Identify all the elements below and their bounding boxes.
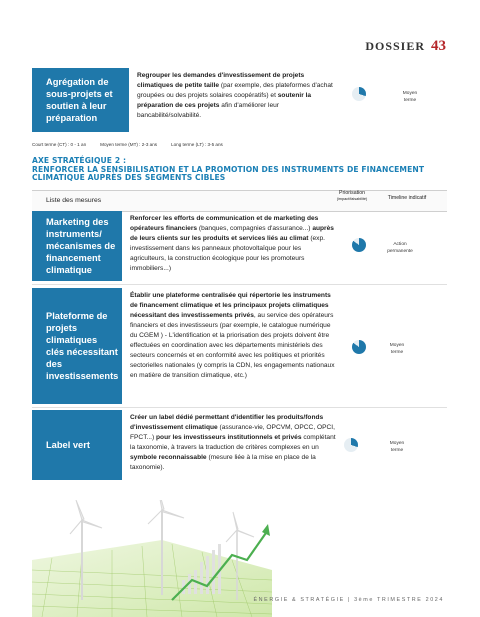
timeline-label: Action permanente — [387, 242, 413, 254]
table-header — [32, 190, 447, 212]
measure-label: Plateforme de projets climatiques clés nécessitant des investissements — [32, 288, 122, 404]
row-divider — [32, 407, 447, 408]
legend-long-term: Long terme (LT) : 3-5 ans — [171, 142, 223, 147]
measure-description: Établir une plateforme centralisée qui répertorie les instruments de financement climatique et les principaux projets climatiques nécessitant des investissements privés, au service des opérateurs financiers et des investisseurs (par exemple, le catalogue numérique du CGEM ) - L'identification et la priorisation des projets doivent être effectuées en coordination avec les départements ministériels des secteurs concernés et en conformité avec les politiques et priorités sectorielles nationales (y compris la CDN, les engagements nationaux en matière de transition climatique, etc.) — [130, 292, 335, 379]
priority-pie-chart — [344, 438, 358, 452]
legend-medium-term: Moyen terme (MT) : 2-3 ans — [100, 142, 158, 147]
page-footer: ÉNERGIE & STRATÉGIE | 3ème TRIMESTRE 2024 — [253, 597, 444, 603]
measure-description: Renforcer les efforts de communication et de marketing des opérateurs financiers (banques, compagnies d'assurance...) auprès de leurs clients sur les produits et services liés au climat (exp. investissement dans les panneaux photovoltaïque pour les agriculteurs, la construction écologique pour les promoteurs immobiliers...) — [130, 215, 334, 272]
timeline-label-top: Moyen terme — [402, 91, 418, 103]
page-number: 43 — [431, 38, 446, 54]
timeline-label: Moyen terme — [389, 343, 405, 355]
measure-description: Regrouper les demandes d'investissement de projets climatiques de petite taille (par exemple, des plateformes d'achat groupées ou des projets solaires coopératifs) et soutenir la préparation de ces projets afin d'améliorer leur bancabilité/solvabilité. — [137, 72, 333, 119]
section-title: DOSSIER — [365, 39, 425, 53]
table-header-measures: Liste des mesures — [46, 197, 102, 204]
measure-label: Agrégation de sous-projets et soutien à leur préparation — [32, 68, 129, 132]
row-divider — [32, 284, 447, 285]
timeline-legend — [32, 142, 223, 147]
measure-label: Marketing des instruments/ mécanismes de financement climatique — [32, 211, 122, 281]
table-header-timeline: Timeline indicatif — [387, 195, 427, 201]
page-header — [365, 38, 446, 55]
measure-row-top — [32, 68, 447, 132]
priority-pie-chart — [352, 238, 366, 252]
table-header-priority: Priorisation (impact/faisabilité) — [336, 190, 368, 201]
measure-label: Label vert — [32, 410, 122, 480]
wind-turbine-illustration — [32, 500, 272, 617]
legend-short-term: Court terme (CT) : 0 - 1 an — [32, 142, 87, 147]
timeline-label: Moyen terme — [389, 441, 405, 453]
strategic-axis-title: AXE STRATÉGIQUE 2 : RENFORCER LA SENSIBILISATION ET LA PROMOTION DES INSTRUMENTS DE FINANCEMENT CLIMATIQUE AUPRÈS DES SEGMENTS CIBLES — [32, 156, 425, 182]
measure-description: Créer un label dédié permettant d'identifier les produits/fonds d'investissement climatique (assurance-vie, OPCVM, OPCC, OPCI, FPCT...) pour les investisseurs institutionnels et privés complétant la taxonomie, à travers la traduction de critères complexes en un symbole reconnaissable (mesure liée à la mise en place de la taxonomie). — [130, 414, 336, 471]
priority-pie-chart — [352, 340, 366, 354]
priority-pie-chart-top — [352, 87, 366, 101]
